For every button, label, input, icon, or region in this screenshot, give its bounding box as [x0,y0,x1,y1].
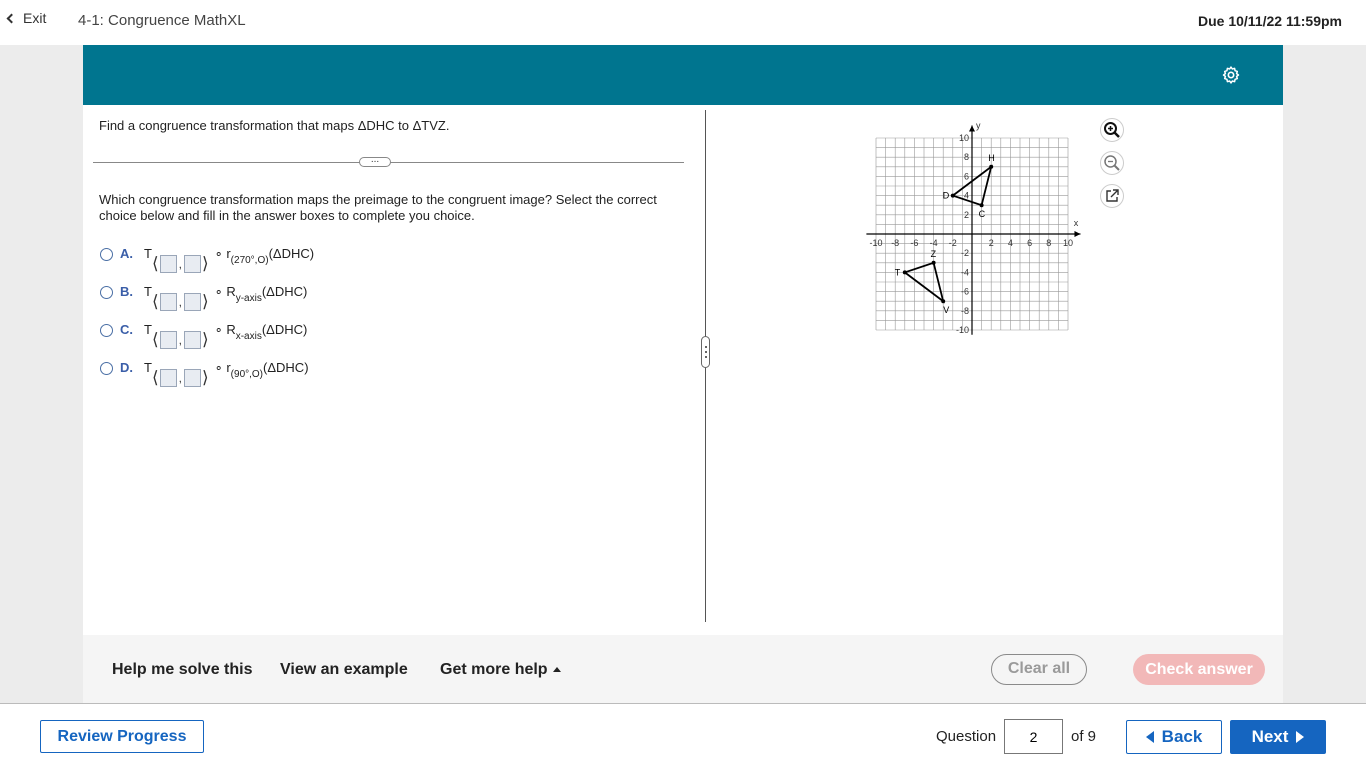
expand-handle[interactable]: ... [359,157,391,167]
zoom-out-button[interactable] [1100,151,1124,175]
exit-button[interactable] [8,10,46,26]
x-tick-label: 6 [1027,238,1033,248]
x-axis-label: x [1073,218,1079,228]
next-label: Next [1251,727,1289,746]
y-axis-label: y [976,120,981,131]
transform-subscript: (270°,O) [230,255,269,266]
y-tick-label: 4 [963,190,969,201]
vertex-point [951,194,955,198]
choice-d[interactable] [100,360,309,394]
y-tick-label: -2 [960,248,969,259]
vertex-label: C [978,209,986,220]
vertex-point [941,299,945,303]
help-me-solve-button[interactable]: Help me solve this [112,661,253,678]
transform-subscript: x-axis [235,331,262,342]
vertex-point [989,165,993,169]
answer-box[interactable] [160,369,177,387]
x-tick-label: 8 [1046,238,1052,248]
translation-vector: ⟨ , ⟩ [151,368,209,387]
x-tick-label: 10 [1062,238,1074,248]
next-button[interactable] [1230,720,1326,754]
y-axis-arrow [969,126,975,132]
answer-box[interactable] [184,369,201,387]
top-bar [0,0,1366,45]
y-tick-label: 2 [963,209,969,220]
back-button[interactable] [1126,720,1222,754]
vertex-label: H [988,152,995,163]
translation-symbol: T [144,246,152,261]
composition-op: ∘ r [214,246,231,261]
preimage-arg: (ΔDHC) [261,322,308,337]
x-axis-arrow [1074,231,1080,237]
vertex-label: T [894,267,901,278]
translation-vector: ⟨ , ⟩ [151,292,209,311]
axes [866,120,1080,334]
pane-resize-handle[interactable] [701,336,710,368]
translation-symbol: T [144,360,152,375]
translation-symbol: T [144,322,152,337]
assignment-title: 4-1: Congruence MathXL [78,12,246,29]
choice-letter: D. [120,360,133,375]
external-link-icon [1101,185,1123,207]
triangle-left-icon [1146,731,1154,743]
choice-b[interactable] [100,284,307,318]
vertex-point [932,261,936,265]
review-progress-button[interactable]: Review Progress [40,720,204,753]
zoom-in-button[interactable] [1100,118,1124,142]
get-more-help-label: Get more help [440,661,548,678]
vertex-label: V [943,305,950,316]
answer-box[interactable] [184,255,201,273]
bottom-bar [0,703,1366,768]
x-tick-label: -10 [869,238,883,248]
question-instructions: Which congruence transformation maps the preimage to the congruent image? Select the correct choice below and fill in the answer boxes to complete you choice. [99,192,657,223]
choice-a[interactable] [100,246,314,280]
vertex-label: D [942,190,950,201]
y-tick-label: -8 [960,305,969,316]
translation-symbol: T [144,284,152,299]
transform-subscript: y-axis [235,293,262,304]
preimage-arg: (ΔDHC) [261,284,308,299]
get-more-help-button[interactable] [440,661,561,679]
question-label: Question [936,728,997,745]
back-label: Back [1161,727,1203,746]
view-example-button[interactable]: View an example [280,661,408,678]
preimage-arg: (ΔDHC) [263,360,309,375]
radio-button[interactable] [100,286,113,299]
radio-button[interactable] [100,248,113,261]
coordinate-graph [869,117,1106,347]
popout-button[interactable] [1100,184,1124,208]
help-bar [83,635,1283,703]
radio-button[interactable] [100,324,113,337]
answer-box[interactable] [184,331,201,349]
y-tick-label: -6 [960,286,969,297]
x-tick-label: -4 [929,238,938,248]
choice-letter: C. [120,322,133,337]
question-panel [83,45,1283,635]
question-number-input[interactable] [1004,719,1063,754]
answer-box[interactable] [160,293,177,311]
translation-vector: ⟨ , ⟩ [151,330,209,349]
vertex-label: Z [930,248,937,259]
zoom-in-icon [1101,119,1123,141]
preimage-arg: (ΔDHC) [268,246,315,261]
vertex-point [903,270,907,274]
vertex-point [980,203,984,207]
caret-up-icon [553,667,561,672]
choice-c[interactable] [100,322,307,356]
y-tick-label: 6 [963,171,969,182]
check-answer-button[interactable]: Check answer [1133,654,1265,685]
answer-box[interactable] [160,255,177,273]
y-tick-label: -4 [960,267,969,278]
gear-icon[interactable] [1221,65,1241,85]
answer-box[interactable] [184,293,201,311]
due-date: Due 10/11/22 11:59pm [1198,13,1342,29]
composition-op: ∘ R [214,284,236,299]
zoom-out-icon [1101,152,1123,174]
exit-label: Exit [23,10,47,26]
answer-box[interactable] [160,331,177,349]
choice-letter: A. [120,246,133,261]
composition-op: ∘ r [214,360,231,375]
y-tick-label: 8 [963,152,969,163]
x-tick-label: 2 [988,238,994,248]
x-tick-label: -2 [948,238,957,248]
question-total: of 9 [1071,728,1097,745]
question-left-pane [83,105,705,635]
clear-all-button[interactable]: Clear all [991,654,1087,685]
x-tick-label: -8 [891,238,900,248]
radio-button[interactable] [100,362,113,375]
triangle-right-icon [1296,731,1304,743]
question-header [83,45,1283,105]
question-prompt: Find a congruence transformation that maps ΔDHC to ΔTVZ. [99,118,450,133]
x-tick-label: -6 [910,238,919,248]
chevron-left-icon [7,13,17,23]
y-tick-label: -10 [955,325,969,335]
composition-op: ∘ R [214,322,236,337]
translation-vector: ⟨ , ⟩ [151,254,209,273]
choice-letter: B. [120,284,133,299]
x-tick-label: 4 [1007,238,1013,248]
y-tick-label: 10 [958,133,969,143]
transform-subscript: (90°,O) [230,369,264,380]
